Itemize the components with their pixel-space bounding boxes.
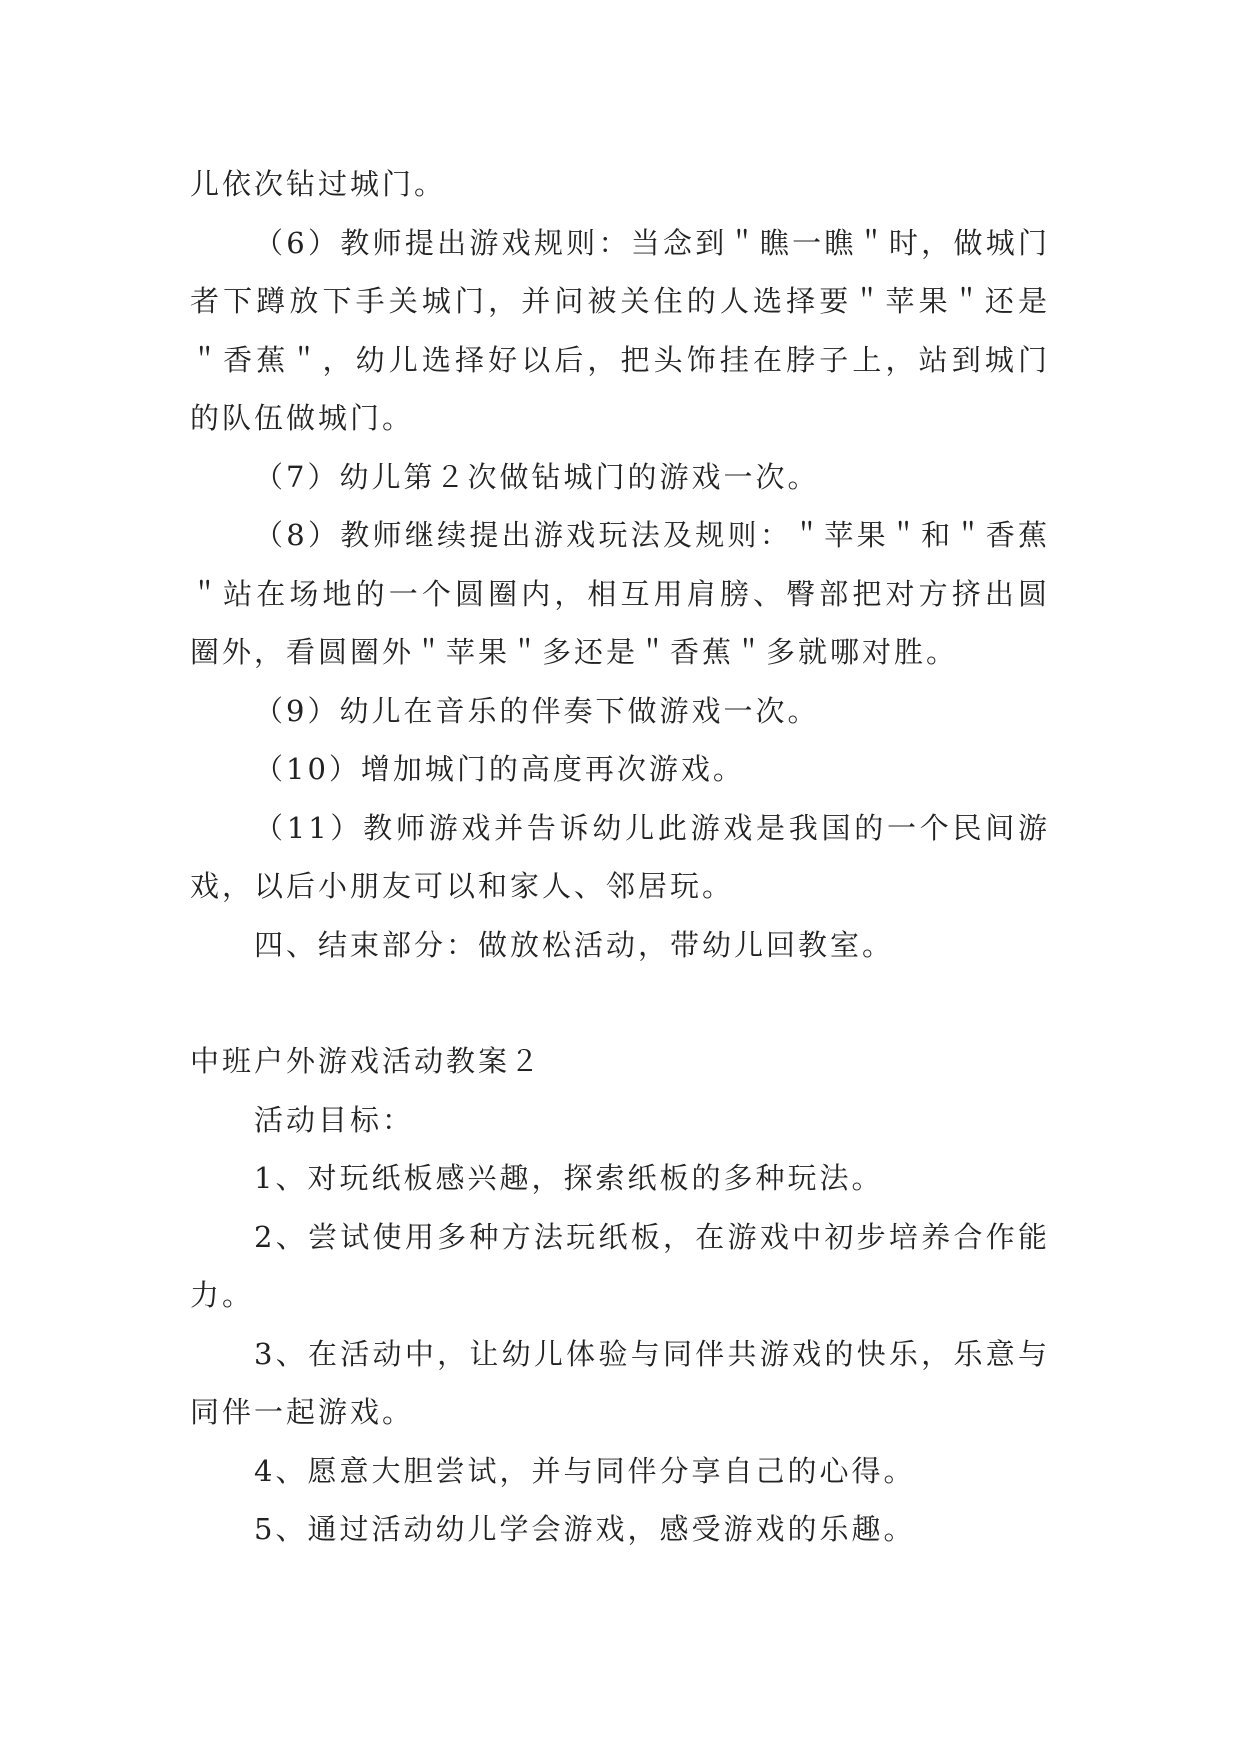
- paragraph-goal-1: 1、对玩纸板感兴趣，探索纸板的多种玩法。: [254, 1161, 884, 1195]
- paragraph-goal-4: 4、愿意大胆尝试，并与同伴分享自己的心得。: [254, 1453, 916, 1488]
- paragraph-goals-heading: 活动目标：: [254, 1102, 415, 1137]
- paragraph-ending: 四、结束部分：做放松活动，带幼儿回教室。: [254, 927, 895, 962]
- paragraph-continuation: 儿依次钻过城门。: [190, 167, 447, 201]
- paragraph-step-9: （9）幼儿在音乐的伴奏下做游戏一次。: [254, 693, 820, 728]
- paragraph-goal-2: 2、尝试使用多种方法玩纸板，在游戏中初步培养合作能力。: [190, 1219, 1050, 1312]
- paragraph-goal-5: 5、通过活动幼儿学会游戏，感受游戏的乐趣。: [254, 1512, 916, 1546]
- section-spacer: [190, 974, 1050, 1032]
- paragraph-step-8: （8）教师继续提出游戏玩法及规则：＂苹果＂和＂香蕉＂站在场地的一个圆圈内，相互用肩膀、臀部把对方挤出圆圈外，看圆圈外＂苹果＂多还是＂香蕉＂多就哪对胜。: [190, 518, 1050, 669]
- section-title: 中班户外游戏活动教案２: [190, 1044, 543, 1078]
- document-body: [190, 155, 1050, 1559]
- paragraph-step-11: （11）教师游戏并告诉幼儿此游戏是我国的一个民间游戏，以后小朋友可以和家人、邻居玩。: [190, 810, 1050, 903]
- paragraph-goal-3: 3、在活动中，让幼儿体验与同伴共游戏的快乐，乐意与同伴一起游戏。: [190, 1336, 1050, 1429]
- paragraph-step-7: （7）幼儿第２次做钻城门的游戏一次。: [254, 459, 820, 494]
- paragraph-step-6: （6）教师提出游戏规则：当念到＂瞧一瞧＂时，做城门者下蹲放下手关城门，并问被关住的人选择要＂苹果＂还是＂香蕉＂，幼儿选择好以后，把头饰挂在脖子上，站到城门的队伍做城门。: [190, 225, 1050, 435]
- paragraph-step-10: （10）增加城门的高度再次游戏。: [254, 752, 745, 786]
